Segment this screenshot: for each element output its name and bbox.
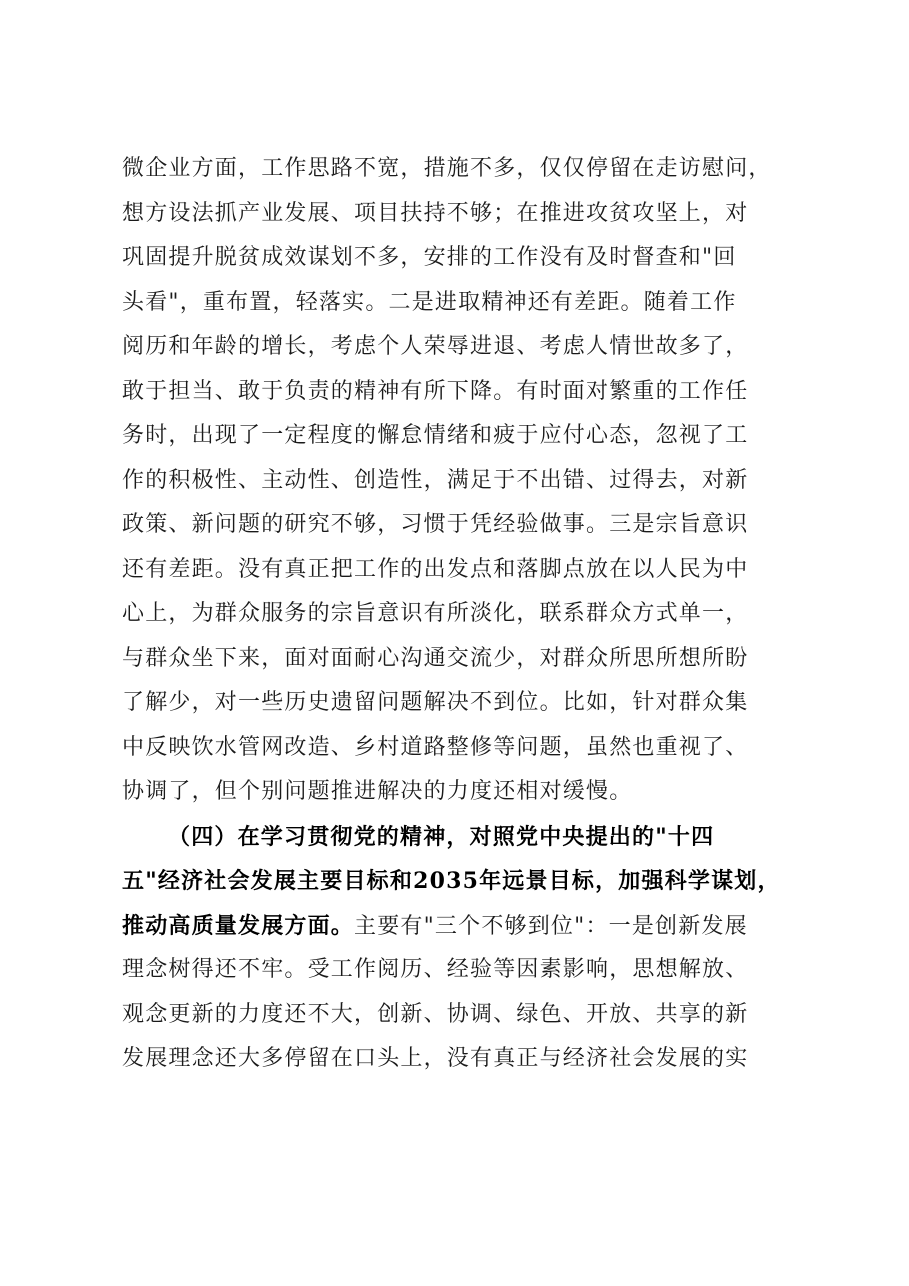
body-line-19: 理念树得还不牢。受工作阅历、经验等因素影响，思想解放、 [122, 957, 749, 982]
section-heading-line-2: 五"经济社会发展主要目标和2035年远景目标，加强科学谋划， [122, 868, 781, 894]
body-line-9: 政策、新问题的研究不够，习惯于凭经验做事。三是宗旨意识 [122, 512, 749, 537]
body-line-12: 与群众坐下来，面对面耐心沟通交流少，对群众所思所想所盼 [122, 645, 749, 671]
body-line-1: 微企业方面，工作思路不宽，措施不多，仅仅停留在走访慰问， [122, 156, 772, 181]
body-line-10: 还有差距。没有真正把工作的出发点和落脚点放在以人民为中 [122, 556, 749, 582]
body-line-7: 务时，出现了一定程度的懈怠情绪和疲于应付心态，忽视了工 [122, 423, 749, 448]
body-line-3: 巩固提升脱贫成效谋划不多，安排的工作没有及时督查和"回 [122, 245, 737, 270]
body-line-14: 中反映饮水管网改造、乡村道路整修等问题，虽然也重视了、 [122, 734, 749, 760]
section-heading-line-1: （四）在学习贯彻党的精神，对照党中央提出的"十四 [168, 823, 715, 850]
body-line-6: 敢于担当、敢于负责的精神有所下降。有时面对繁重的工作任 [122, 378, 749, 404]
body-line-5: 阅历和年龄的增长，考虑个人荣辱进退、考虑人情世故多了， [122, 334, 749, 359]
body-line-15: 协调了，但个别问题推进解决的力度还相对缓慢。 [122, 779, 633, 804]
section-heading-line-3: 推动高质量发展方面。主要有"三个不够到位"：一是创新发展 [122, 912, 748, 939]
body-line-13: 了解少，对一些历史遗留问题解决不到位。比如，针对群众集 [122, 690, 749, 715]
body-line-20: 观念更新的力度还不大，创新、协调、绿色、开放、共享的新 [122, 1001, 749, 1027]
body-line-21: 发展理念还大多停留在口头上，没有真正与经济社会发展的实 [122, 1046, 749, 1071]
body-line-4: 头看"，重布置，轻落实。二是进取精神还有差距。随着工作 [122, 289, 737, 315]
body-line-11: 心上，为群众服务的宗旨意识有所淡化，联系群众方式单一， [122, 601, 749, 626]
body-line-2: 想方设法抓产业发展、项目扶持不够；在推进攻贫攻坚上，对 [122, 200, 749, 226]
body-line-8: 作的积极性、主动性、创造性，满足于不出错、过得去，对新 [122, 467, 749, 493]
document-body [122, 147, 802, 1082]
